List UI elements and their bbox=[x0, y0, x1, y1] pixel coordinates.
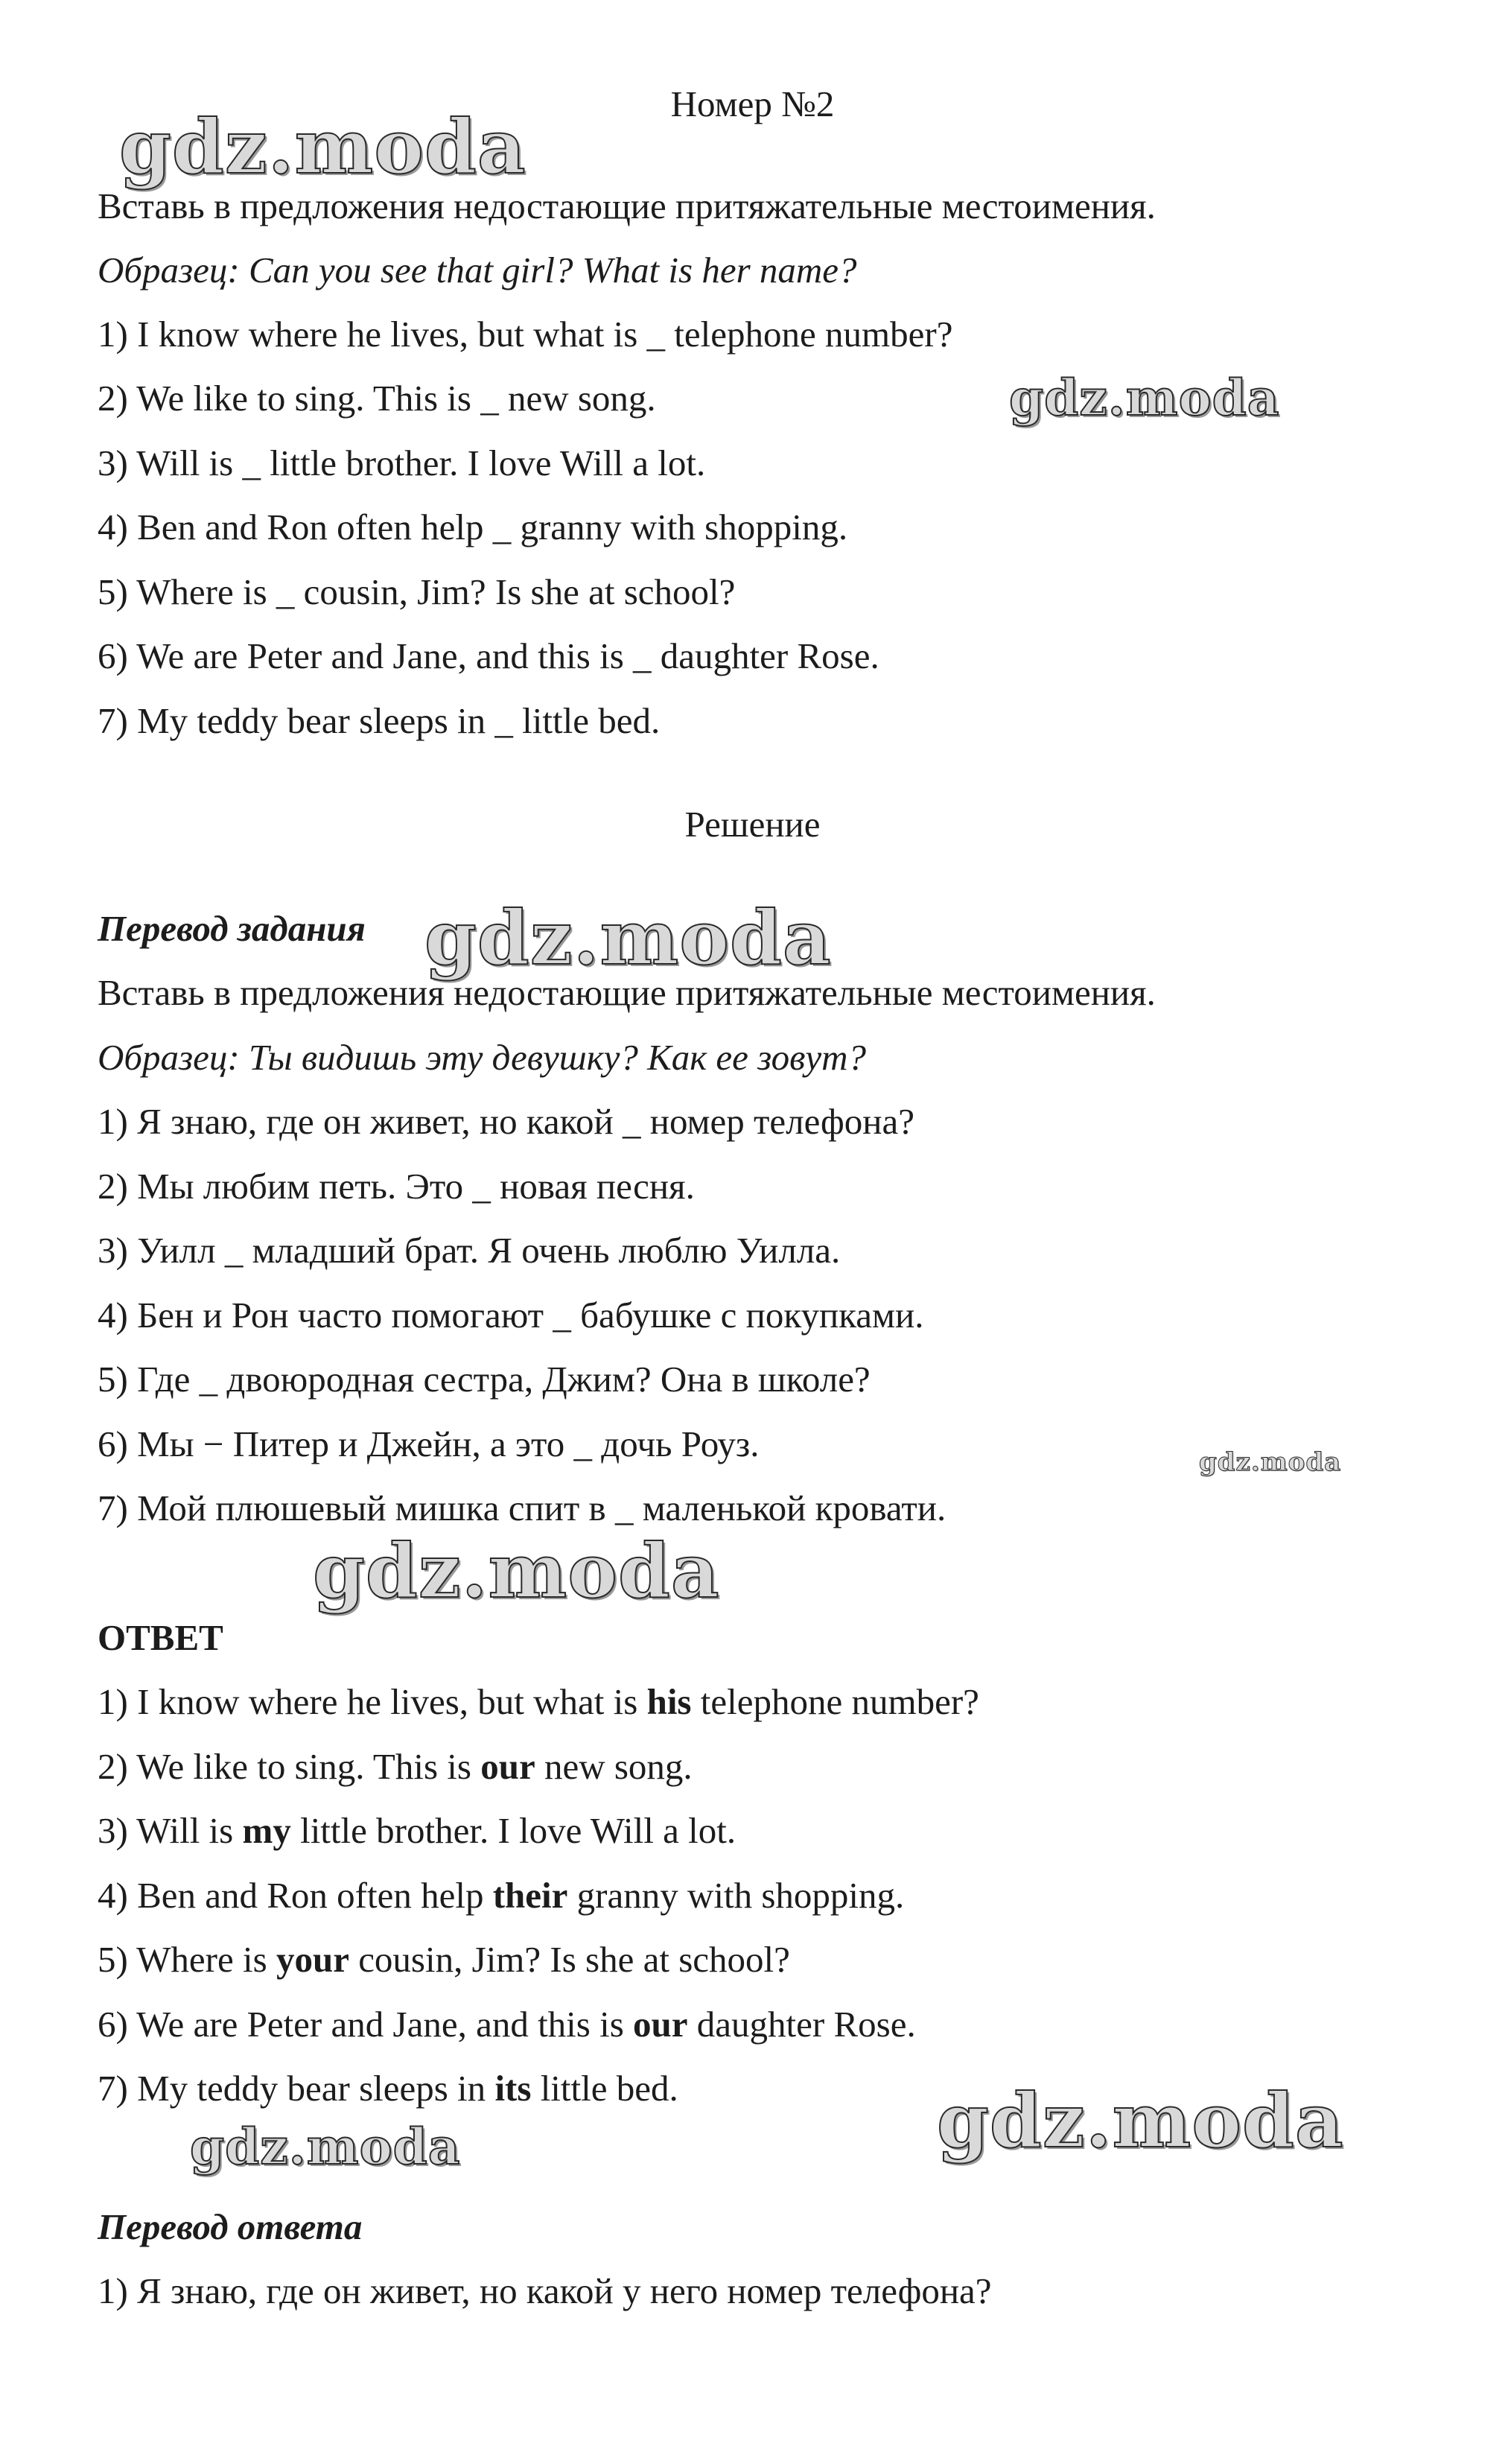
task-item: 6) We are Peter and Jane, and this is _ daughter Rose. bbox=[98, 635, 879, 676]
answer-text-before: 2) We like to sing. This is bbox=[98, 1746, 481, 1787]
watermark-logo: gdz.moda bbox=[190, 2118, 461, 2176]
answer-text-after: new song. bbox=[535, 1746, 693, 1787]
answer-item bbox=[98, 1809, 736, 1853]
answer-text-after: little bed. bbox=[531, 2068, 678, 2109]
translation-item: 6) Мы − Питер и Джейн, а это _ дочь Роуз. bbox=[98, 1423, 760, 1464]
task-item: 7) My teddy bear sleeps in _ little bed. bbox=[98, 700, 661, 741]
answer-text-after: telephone number? bbox=[691, 1681, 979, 1722]
answer-item bbox=[98, 2002, 916, 2047]
page-title: Номер №2 bbox=[670, 83, 835, 124]
translation-item: 5) Где _ двоюродная сестра, Джим? Она в школе? bbox=[98, 1359, 871, 1400]
translation-item: 4) Бен и Рон часто помогают _ бабушке с покупками. bbox=[98, 1295, 924, 1336]
solution-heading: Решение bbox=[684, 804, 821, 845]
watermark-logo: gdz.moda bbox=[1009, 369, 1280, 427]
answer-text-before: 5) Where is bbox=[98, 1939, 276, 1980]
answer-item bbox=[98, 1680, 979, 1724]
task-item: 5) Where is _ cousin, Jim? Is she at school? bbox=[98, 571, 736, 612]
translation-example: Образец: Ты видишь эту девушку? Как ее зовут? bbox=[98, 1037, 866, 1078]
translation-item: 7) Мой плюшевый мишка спит в _ маленькой кровати. bbox=[98, 1487, 946, 1528]
answer-text-after: cousin, Jim? Is she at school? bbox=[349, 1939, 790, 1980]
task-item: 1) I know where he lives, but what is _ telephone number? bbox=[98, 314, 953, 355]
translation-item: 3) Уилл _ младший брат. Я очень люблю Уилла. bbox=[98, 1230, 841, 1271]
answer-item bbox=[98, 2066, 678, 2111]
answer-pronoun: your bbox=[276, 1939, 349, 1980]
answer-item bbox=[98, 1937, 790, 1982]
answer-text-after: little brother. I love Will a lot. bbox=[290, 1810, 736, 1851]
answer-text-before: 4) Ben and Ron often help bbox=[98, 1875, 493, 1916]
task-example: Образец: Can you see that girl? What is her name? bbox=[98, 250, 857, 290]
watermark-logo: gdz.moda bbox=[119, 103, 526, 191]
task-item: 3) Will is _ little brother. I love Will a lot. bbox=[98, 442, 706, 483]
translation-item: 2) Мы любим петь. Это _ новая песня. bbox=[98, 1166, 695, 1207]
answer-translation-item: 1) Я знаю, где он живет, но какой у него номер телефона? bbox=[98, 2270, 992, 2311]
watermark-logo: gdz.moda bbox=[313, 1527, 720, 1615]
answer-text-after: daughter Rose. bbox=[687, 2004, 916, 2045]
answer-text-before: 3) Will is bbox=[98, 1810, 243, 1851]
task-item: 4) Ben and Ron often help _ granny with shopping. bbox=[98, 507, 848, 547]
task-instruction: Вставь в предложения недостающие притяжательные местоимения. bbox=[98, 185, 1156, 226]
answer-text-after: granny with shopping. bbox=[567, 1875, 905, 1916]
translation-item: 1) Я знаю, где он живет, но какой _ номер телефона? bbox=[98, 1101, 914, 1142]
watermark-logo: gdz.moda bbox=[1199, 1447, 1342, 1477]
watermark-logo: gdz.moda bbox=[937, 2077, 1344, 2165]
answer-pronoun: our bbox=[633, 2004, 688, 2045]
translation-instruction: Вставь в предложения недостающие притяжательные местоимения. bbox=[98, 972, 1156, 1013]
watermark-logo: gdz.moda bbox=[424, 894, 832, 982]
translation-heading: Перевод задания bbox=[98, 908, 366, 949]
answer-pronoun: his bbox=[646, 1681, 692, 1722]
task-item: 2) We like to sing. This is _ new song. bbox=[98, 378, 656, 419]
answer-pronoun: my bbox=[242, 1810, 291, 1851]
answer-pronoun: their bbox=[492, 1875, 568, 1916]
answer-pronoun: our bbox=[480, 1746, 535, 1787]
answer-text-before: 6) We are Peter and Jane, and this is bbox=[98, 2004, 634, 2045]
answer-heading: ОТВЕТ bbox=[98, 1617, 223, 1658]
answer-text-before: 7) My teddy bear sleeps in bbox=[98, 2068, 495, 2109]
answer-item bbox=[98, 1744, 693, 1789]
answer-translation-heading: Перевод ответа bbox=[98, 2206, 363, 2247]
answer-text-before: 1) I know where he lives, but what is bbox=[98, 1681, 647, 1722]
answer-item bbox=[98, 1873, 904, 1918]
answer-pronoun: its bbox=[494, 2068, 532, 2109]
